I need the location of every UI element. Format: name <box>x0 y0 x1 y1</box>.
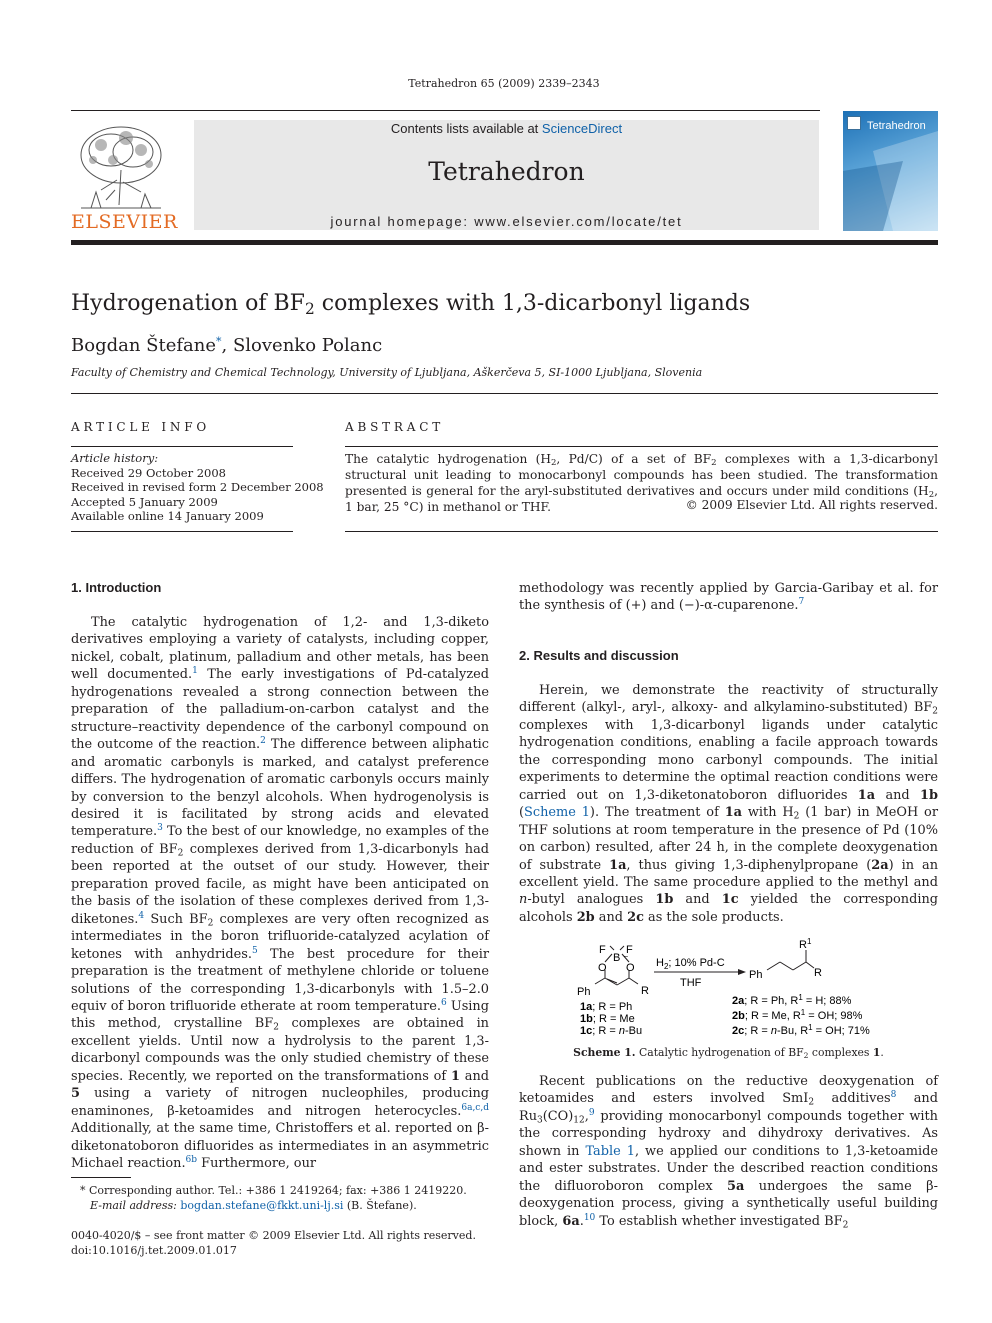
deoxygenation-paragraph: Recent publications on the reductive deoxygenation of ketoamides and esters involved SmI$_2$ additives$^8$ and $Ru_3(CO)_{12},^9$ providing monocarbonyl compounds together with the corresponding hydroxy and dihydroxy derivatives. As shown in Table 1, we applied our conditions to 1,3-ketoamide and ester substrates. Under the described reaction conditions the difluoroboron complex 5a undergoes the same β-deoxygenation process, giving a synthetically useful building block, 6a.$^{10}$ To establish whether investigated $BF_2$ <box>519 1074 938 1230</box>
citation-link[interactable]: 6 <box>440 998 447 1009</box>
scheme-1-reaction-diagram <box>560 932 920 1042</box>
history-label: Article history: <box>71 451 159 465</box>
divider <box>345 446 938 447</box>
affiliation: Faculty of Chemistry and Chemical Technology, University of Ljubljana, Aškerčeva 5, SI-1000 Ljubljana, Slovenia <box>71 366 703 379</box>
doi-line[interactable]: doi:10.1016/j.tet.2009.01.017 <box>71 1243 237 1257</box>
product-2a: 2a; R = Ph, $R^1 = H$; 88% <box>732 993 852 1007</box>
atom-label: F <box>599 944 606 956</box>
product-2c: 2c; R = n-Bu, $R^1$ = OH; 71% <box>732 1023 870 1037</box>
substrate-1b: 1b; R = Me <box>580 1013 635 1025</box>
citation-link[interactable]: 8 <box>890 1090 897 1101</box>
substrate-1c: 1c; R = n-Bu <box>580 1025 643 1037</box>
citation-link[interactable]: 9 <box>588 1107 595 1118</box>
citation-link[interactable]: 4 <box>138 910 145 921</box>
footnote-rule <box>71 1177 131 1178</box>
product-structure <box>767 950 814 970</box>
history-received: Received 29 October 2008 <box>71 465 226 480</box>
reaction-arrow-head-icon <box>738 969 746 975</box>
citation-link[interactable]: 10 <box>583 1212 596 1223</box>
history-revised: Received in revised form 2 December 2008 <box>71 480 324 494</box>
contents-prefix: Contents lists available at <box>390 121 542 136</box>
table-link[interactable]: Table 1 <box>585 1143 635 1159</box>
email-link[interactable]: bogdan.stefane@fkkt.uni-lj.si <box>180 1199 344 1212</box>
atom-label: Ph <box>577 986 591 998</box>
abstract-copyright: © 2009 Elsevier Ltd. All rights reserved. <box>685 498 938 512</box>
introduction-paragraph: The catalytic hydrogenation of 1,2- and 1,3-diketo derivatives employing a variety of catalysts, including copper, nickel, cobalt, platinum, palladium and other metals, has been well documented.$^1$ The early investigations of Pd-catalyzed hydrogenations revealed a strong connection between the preparation of the palladium-on-carbon catalyst and the structure–reactivity dependence of the carbonyl compound on the outcome of the reaction.$^2$ The difference between aliphatic and aromatic carbonyls is marked, and catalyst preference differs. The hydrogenation of aromatic carbonyls occurs mainly by conversion to the benzyl alcohols. When hydrogenolysis is desired it is facilitated by strong acids and elevated temperature.$^3$ To the best of our knowledge, no examples of the reduction of $BF_2$ complexes derived from 1,3-dicarbonyls had been reported at the outset of our study. However, their preparation proved facile, as might have been anticipated on the basis of the isolation of these complexes derived from 1,3-diketones.$^4$ Such $BF_2$ complexes are very often recognized as intermediates in the boron trifluoride-catalyzed acylation of ketones with anhydrides.$^5$ The best procedure for their preparation is the treatment of methylene chloride or toluene solutions of the corresponding 1,3-dicarbonyls with 1.5–2.0 equiv of boron trifluoride etherate at room temperature.$^6$ Using this method, crystalline $BF_2$ complexes are obtained in excellent yields. Until now a hydrolysis to the parent 1,3-dicarbonyl compounds was the only studied chemistry of these species. Recently, we reported on the transformations of 1 and 5 using a variety of nitrogen nucleophiles, producing enaminones, β-ketoamides and nitrogen heterocycles.$^{6a,c,d}$ Additionally, at the same time, Christoffers et al. reported on β-diketonatoboron difluorides as intermediates in an asymmetric Michael reaction.$^{6b}$ Furthermore, our <box>71 615 490 1172</box>
solvent-label: THF <box>680 977 702 989</box>
substrate-1a: 1a; R = Ph <box>580 1001 633 1013</box>
scheme-caption: Scheme 1. Catalytic hydrogenation of $BF_2$ complexes 1. <box>573 1046 884 1060</box>
reagent-label: $H_2$; 10% Pd-C <box>656 957 725 971</box>
elsevier-wordmark: ELSEVIER <box>71 211 178 233</box>
svg-text:–: – <box>624 953 628 960</box>
footnote-marker: * <box>80 1184 86 1197</box>
cover-badge-icon <box>847 116 861 130</box>
atom-label: O <box>598 962 607 974</box>
corresponding-author-note: Corresponding author. Tel.: +386 1 2419264; fax: +386 1 2419220. <box>85 1184 467 1197</box>
journal-homepage[interactable]: journal homepage: www.elsevier.com/locate/tet <box>330 214 683 229</box>
front-matter <box>71 1229 476 1258</box>
article-info-heading: ARTICLE INFO <box>71 420 210 434</box>
history-online: Available online 14 January 2009 <box>71 509 264 523</box>
section-heading-introduction: 1. Introduction <box>71 580 162 595</box>
history-accepted: Accepted 5 January 2009 <box>71 494 218 509</box>
sciencedirect-link[interactable]: ScienceDirect <box>541 121 623 136</box>
journal-name: Tetrahedron <box>428 157 585 186</box>
section-heading-results: 2. Results and discussion <box>519 648 679 663</box>
product-2b: 2b; R = Me, $R^1$ = OH; 98% <box>732 1008 863 1022</box>
journal-cover-image <box>843 111 938 231</box>
continued-paragraph: methodology was recently applied by Garcia-Garibay et al. for the synthesis of (+) and (−)-α-cuparenone.$^7$ <box>519 581 938 614</box>
atom-label: O <box>626 962 635 974</box>
divider <box>71 393 938 394</box>
issn-line: 0040-4020/$ – see front matter © 2009 Elsevier Ltd. All rights reserved. <box>71 1229 476 1242</box>
author-polanc: , Slovenko Polanc <box>221 335 383 356</box>
author-stefane: Bogdan Štefane <box>71 335 217 356</box>
abstract-heading: ABSTRACT <box>345 420 444 434</box>
atom-label: Ph <box>749 969 763 981</box>
citation-link[interactable]: 6a,c,d <box>461 1102 489 1113</box>
citation-link[interactable]: 2 <box>260 736 266 747</box>
corresponding-author-marker[interactable]: * <box>216 335 222 348</box>
atom-label: B <box>613 952 621 964</box>
contents-line <box>194 121 819 136</box>
divider <box>71 531 293 532</box>
citation-link[interactable]: 5 <box>251 945 258 956</box>
results-paragraph: Herein, we demonstrate the reactivity of structurally different (alkyl-, aryl-, alkoxy- and alkylamino-substituted) $BF_2$ complexes with 1,3-dicarbonyl ligands under catalytic hydrogenation conditions, enabling a facile approach towards the corresponding mono carbonyl compounds. The initial experiments to determine the optimal reaction conditions were carried out on 1,3-diketonatoboron difluorides 1a and 1b (Scheme 1). The treatment of 1a with $H_2$ (1 bar) in MeOH or THF solutions at room temperature in the presence of Pd (10% on carbon) resulted, after 24 h, in the complete deoxygenation of substrate 1a, thus giving 1,3-diphenylpropane (2a) in an excellent yield. The same procedure applied to the methyl and n-butyl analogues 1b and 1c yielded the corresponding alcohols 2b and 2c as the sole products. <box>519 683 939 925</box>
abstract-text: The catalytic hydrogenation ($H_2$, Pd/C) of a set of $BF_2$ complexes with a 1,3-dicarbonyl structural unit leading to monocarbonyl compounds has been studied. The transformation presented is general for the aryl-substituted derivatives and occurs under mild conditions ($H_2$, 1 bar, 25 °C) in methanol or THF. <box>345 452 939 514</box>
citation-link[interactable]: 3 <box>157 823 163 834</box>
atom-label: $R^1$ <box>799 937 812 951</box>
divider <box>71 446 293 447</box>
citation-link[interactable]: 6b <box>185 1155 198 1166</box>
citation-link[interactable]: 1 <box>192 666 198 677</box>
divider <box>345 531 938 532</box>
atom-label: R <box>814 967 822 979</box>
citation-link[interactable]: 7 <box>798 597 805 608</box>
header-thick-rule <box>71 240 938 245</box>
atom-label: F <box>626 944 633 956</box>
cover-title: Tetrahedron <box>867 120 926 132</box>
article-history <box>71 451 324 524</box>
header-rule <box>71 110 820 111</box>
journal-reference: Tetrahedron 65 (2009) 2339–2343 <box>408 77 600 90</box>
email-label: E-mail address: <box>90 1199 177 1212</box>
article-title: Hydrogenation of $BF_2$ complexes with 1,3-dicarbonyl ligands <box>71 291 751 318</box>
footnote: * Corresponding author. Tel.: +386 1 2419264; fax: +386 1 2419220. E-mail address: bogdan.stefane@fkkt.uni-lj.si (B. Štefane). <box>80 1184 467 1212</box>
scheme-link[interactable]: Scheme 1 <box>524 805 590 821</box>
author-list <box>71 335 382 356</box>
atom-label: R <box>641 985 649 997</box>
